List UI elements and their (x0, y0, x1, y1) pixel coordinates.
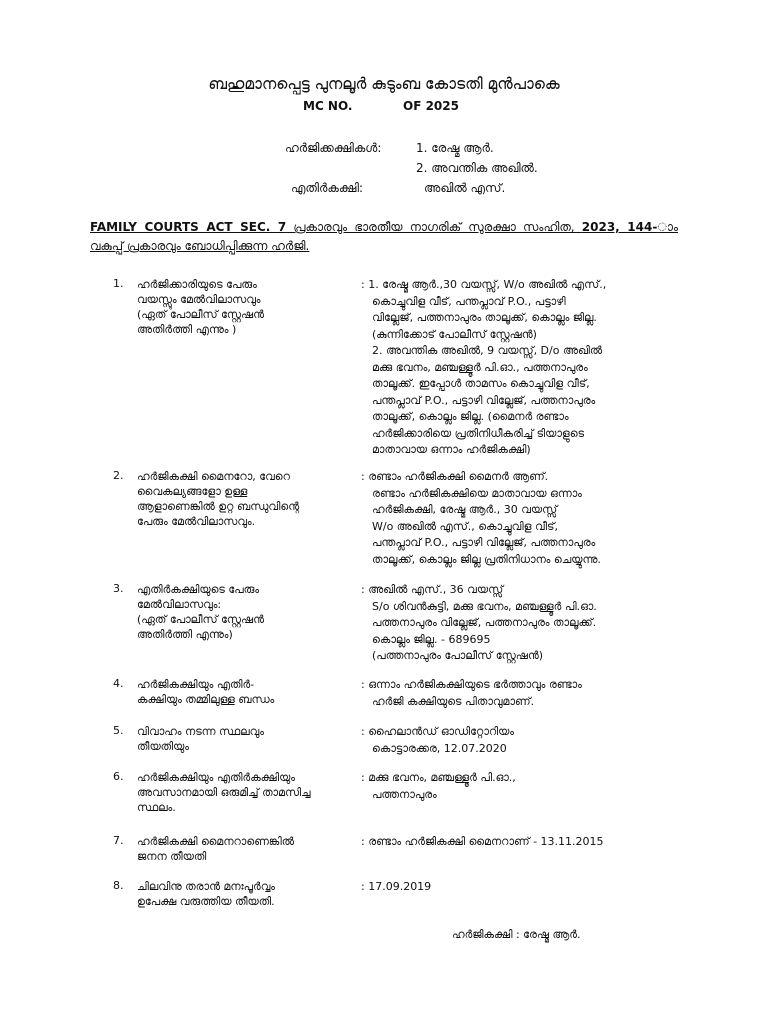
item-number: 4. (113, 677, 124, 690)
item-number: 3. (113, 582, 124, 595)
item-value-line: മാതാവായ ഒന്നാം ഹർജികക്ഷി) (372, 443, 531, 456)
item-value-line: W/o അഖിൽ എസ്., കൊച്ചുവിള വീട്, (372, 519, 559, 533)
item-value-line: താലൂക്ക്, കൊല്ലം ജില്ല. (മൈനർ രണ്ടാം (372, 410, 569, 423)
petitioner-2-name: 2. അവന്തിക അഖിൽ. (416, 161, 538, 175)
item-value-line: : 17.09.2019 (361, 880, 432, 893)
item-value-line: (കുന്നിക്കോട് പോലീസ് സ്റ്റേഷൻ) (372, 327, 537, 341)
respondent-label: എതിർകക്ഷി: (291, 181, 364, 195)
item-value-line: ഹർജികക്ഷി, രേഷ്മ ആർ., 30 വയസ്സ് (372, 503, 558, 516)
item-label: ഹർജികക്ഷി മൈനറാണെങ്കിൽ ജനന തീയതി (137, 835, 294, 863)
item-value-line: മക്കു ഭവനം, മഞ്ചള്ളൂർ പി.ഓ., പത്തനാപുരം (372, 360, 588, 374)
act-text-2: ാം വകുപ്പ് പ്രകാരവും ബോധിപ്പിക്കുന്ന ഹർജി. (90, 220, 679, 253)
item-number: 1. (113, 277, 124, 290)
petitioners-label: ഹർജിക്കക്ഷികൾ: (285, 141, 382, 155)
court-title: ബഹുമാനപ്പെട്ട പുനലൂർ കുടുംബ കോടതി മുൻപാകെ (208, 75, 560, 93)
item-label: ഹർജികക്ഷിയും എതിർ- കക്ഷിയും തമ്മിലുള്ള ബന്ധം (137, 678, 275, 706)
item-value-line: താലൂക്ക്, കൊല്ലം ജില്ല പ്രതിനിധാനം ചെയ്യുന്നു. (372, 552, 601, 566)
act-heading (90, 218, 678, 256)
item-value-line: : മക്കു ഭവനം, മഞ്ചള്ളൂർ പി.ഓ., (361, 771, 516, 784)
item-value-line: പത്തനാപുരം (372, 787, 437, 801)
act-text-1: പ്രകാരവും ഭാരതീയ നാഗരിക് സുരക്ഷാ സംഹിത, (286, 220, 582, 234)
item-value-line: ഹർജി കക്ഷിയുടെ പിതാവുമാണ്. (372, 694, 535, 708)
item-value-line: : ഒന്നാം ഹർജികക്ഷിയുടെ ഭർത്താവും രണ്ടാം (361, 678, 582, 691)
item-label: ഹർജികക്ഷിയും എതിർകക്ഷിയും അവസാനമായി ഒരുമിച്ച് താമസിച്ച സ്ഥലം. (137, 771, 311, 814)
item-label: ഹർജിക്കാരിയുടെ പേരും വയസ്സും മേൽവിലാസവും (ഏത് പോലീസ് സ്റ്റേഷൻ അതിർത്തി എന്നും ) (137, 278, 265, 336)
item-label: ചിലവിനു തരാൻ മനഃപൂർവ്വം ഉപേക്ഷ വരുത്തിയ തീയതി. (137, 880, 276, 908)
item-value-line: : ഹൈലാൻഡ് ഓഡിറ്റോറിയം (361, 725, 515, 738)
item-value-line: താലൂക്ക്. ഇപ്പോൾ താമസം കൊച്ചുവിള വീട്, (372, 377, 590, 390)
item-value-line: രണ്ടാം ഹർജികക്ഷിയെ മാതാവായ ഒന്നാം (372, 486, 582, 500)
item-value-line: പന്തപ്ലാവ് P.O., പട്ടാഴി വില്ലേജ്, പത്തനാപുരം (372, 536, 596, 549)
signature-line: ഹർജികക്ഷി : രേഷ്മ ആർ. (452, 928, 581, 941)
item-value-line: കൊട്ടാരക്കര, 12.07.2020 (372, 741, 507, 755)
item-value-line: (പത്തനാപുരം പോലീസ് സ്റ്റേഷൻ) (372, 649, 544, 662)
item-label: വിവാഹം നടന്ന സ്ഥലവും തീയതിയും (137, 725, 264, 753)
item-value-line: പത്തനാപുരം വില്ലേജ്, പത്തനാപുരം താലൂക്ക്. (372, 616, 597, 629)
item-label: എതിർകക്ഷിയുടെ പേരും മേൽവിലാസവും: (ഏത് പോലീസ് സ്റ്റേഷൻ അതിർത്തി എന്നും) (137, 583, 265, 641)
item-value-line: : 1. രേഷ്മ ആർ.,30 വയസ്സ്, W/o അഖിൽ എസ്., (361, 278, 607, 291)
respondent-name: അഖിൽ എസ്. (424, 181, 506, 195)
item-value-line: S/o ശിവൻകുട്ടി, മക്കു ഭവനം, മഞ്ചള്ളൂർ പി.ഓ. (372, 599, 597, 613)
item-value-line: കൊല്ലം ജില്ല. - 689695 (372, 632, 491, 646)
item-number: 7. (113, 834, 124, 847)
item-label: ഹർജികക്ഷി മൈനറോ, വേറെ വൈകല്യങ്ങളോ ഉള്ള ആളാണെങ്കിൽ ഉറ്റ ബന്ധുവിന്റെ പേരും മേൽവിലാസവും. (137, 470, 300, 528)
item-value-line: : രണ്ടാം ഹർജികക്ഷി മൈനറാണ് - 13.11.2015 (361, 835, 604, 848)
item-value-line: പന്തപ്ലാവ് P.O., പട്ടാഴി വില്ലേജ്, പത്തനാപുരം (372, 393, 596, 407)
item-number: 6. (113, 770, 124, 783)
item-value-line: വില്ലേജ്, പത്തനാപുരം താലൂക്ക്, കൊല്ലം ജില്ല. (372, 311, 597, 324)
item-number: 5. (113, 724, 124, 737)
petitioner-1-name: 1. രേഷ്മ ആർ. (416, 141, 494, 155)
mc-number-label: MC NO. (303, 99, 353, 113)
case-year-label: OF 2025 (403, 99, 459, 113)
act-year: 2023, 144- (581, 220, 658, 234)
item-value-line: : അഖിൽ എസ്., 36 വയസ്സ് (361, 583, 504, 596)
act-section: FAMILY COURTS ACT SEC. 7 (90, 220, 287, 234)
item-number: 8. (113, 879, 124, 892)
item-number: 2. (113, 469, 124, 482)
item-value-line: : രണ്ടാം ഹർജികക്ഷി മൈനർ ആണ്. (361, 470, 549, 483)
item-value-line: 2. അവന്തിക അഖിൽ, 9 വയസ്സ്, D/o അഖിൽ (372, 344, 603, 357)
item-value-line: ഹർജിക്കാരിയെ പ്രതിനിധീകരിച്ച് ടിയാളുടെ (372, 426, 585, 440)
item-value-line: കൊച്ചുവിള വീട്, പന്തപ്ലാവ് P.O., പട്ടാഴി (372, 294, 566, 308)
